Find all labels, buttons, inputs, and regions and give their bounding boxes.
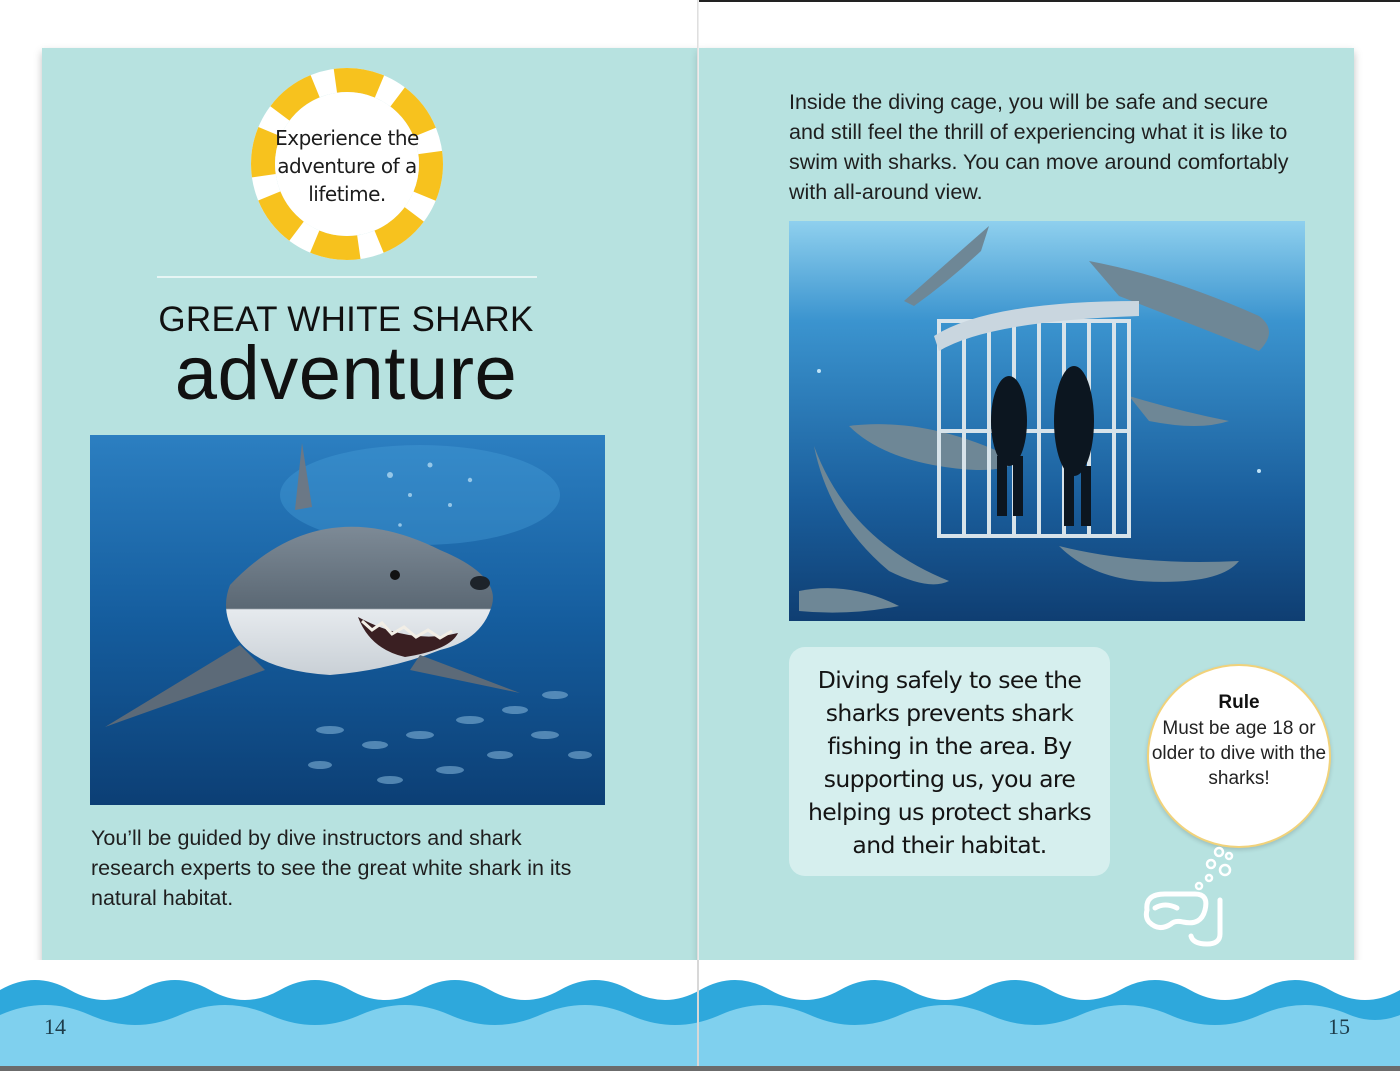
right-intro: Inside the diving cage, you will be safe and secure and still feel the thrill of experiencing what it is like to swim with sharks. You can move around comfortably with all-around view. (789, 90, 1289, 204)
left-caption: You’ll be guided by dive instructors and shark research experts to see the great white shark in its natural habitat. (91, 826, 572, 910)
diving-cage-photo (789, 221, 1305, 621)
book-gutter (697, 0, 699, 960)
heading-big: adventure (174, 331, 518, 416)
rule-title: Rule (1218, 692, 1260, 713)
page-number-left: 14 (44, 1014, 66, 1039)
page-number-right: 15 (1328, 1014, 1350, 1039)
great-white-shark-photo (90, 435, 605, 805)
page-top-edge (699, 0, 1400, 2)
rule-text: Must be age 18 or older to dive with the sharks! (1151, 718, 1327, 789)
info-box-text: Diving safely to see the sharks prevents shark fishing in the area. By supporting us, you are helping us protect sharks and their habitat. (808, 666, 1091, 859)
ring-text: Experience the adventure of a lifetime. (275, 126, 419, 206)
wave-footer (0, 960, 1400, 1071)
diving-mask-icon (1135, 842, 1245, 952)
divider (157, 276, 537, 278)
heading-small: GREAT WHITE SHARK (158, 300, 534, 339)
